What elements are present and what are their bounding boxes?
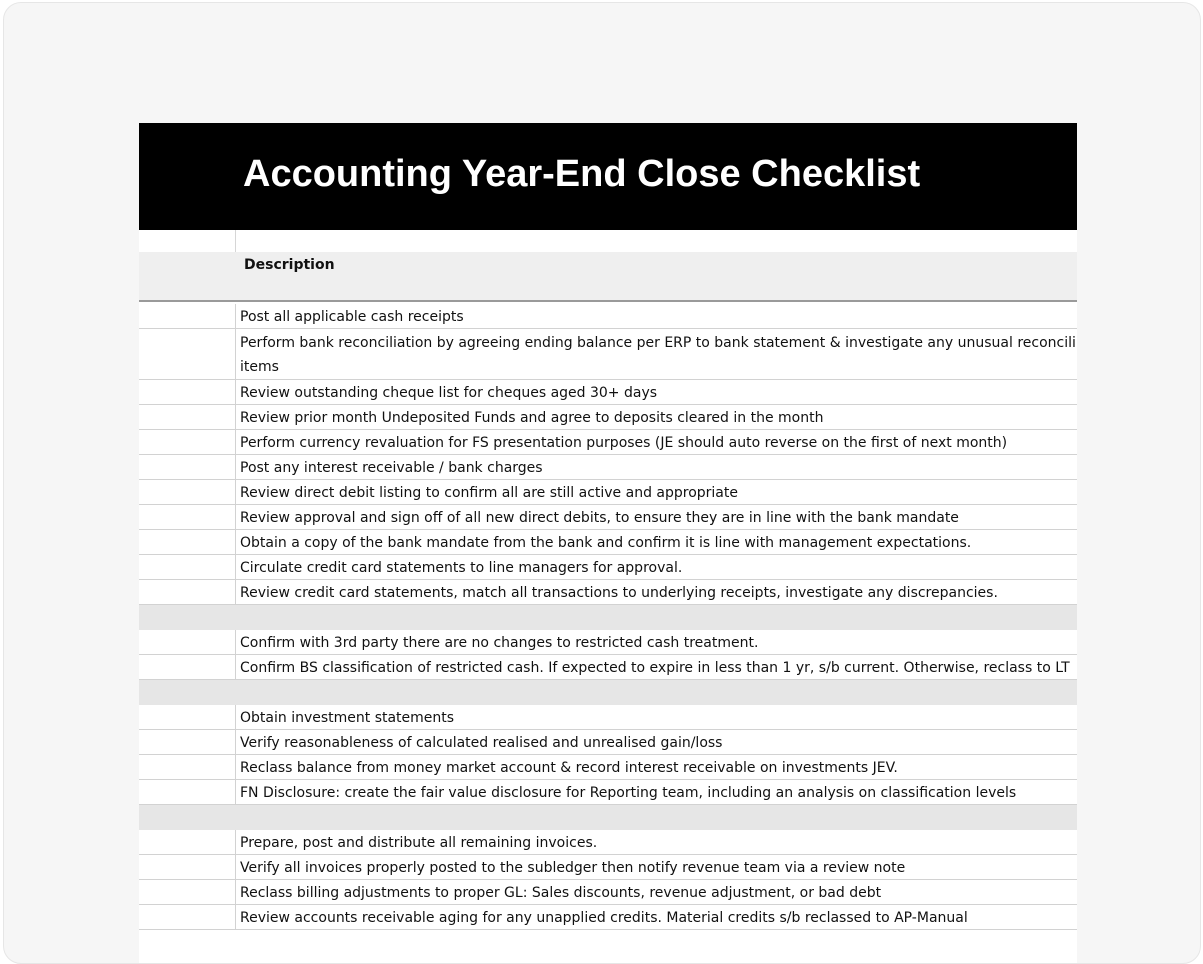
row-lead-cell[interactable] [139,905,236,929]
row-lead-cell[interactable] [139,830,236,854]
table-row[interactable] [139,880,1077,905]
table-row[interactable] [139,304,1077,329]
spreadsheet [139,123,1077,964]
table-row[interactable] [139,780,1077,805]
row-lead-cell[interactable] [139,605,236,629]
description-cell[interactable]: Perform currency revaluation for FS presentation purposes (JE should auto reverse on the first of next month) [240,435,1008,451]
description-cell[interactable]: Obtain investment statements [240,710,455,726]
row-lead-cell[interactable] [139,480,236,504]
row-lead-cell[interactable] [139,755,236,779]
table-row[interactable] [139,329,1077,380]
description-cell[interactable]: Verify all invoices properly posted to the subledger then notify revenue team via a review note [240,860,906,876]
section-divider-row[interactable] [139,605,1077,630]
description-cell[interactable]: Post any interest receivable / bank charges [240,460,543,476]
table-row[interactable] [139,505,1077,530]
row-lead-cell[interactable] [139,630,236,654]
table-row[interactable] [139,580,1077,605]
description-cell[interactable]: Review accounts receivable aging for any unapplied credits. Material credits s/b reclassed to AP-Manual [240,910,968,926]
row-lead-cell[interactable] [139,329,236,379]
row-lead-cell[interactable] [139,505,236,529]
description-cell[interactable]: Obtain a copy of the bank mandate from the bank and confirm it is line with management expectations. [240,535,972,551]
description-cell[interactable]: Circulate credit card statements to line managers for approval. [240,560,683,576]
table-row[interactable] [139,380,1077,405]
description-cell[interactable]: Review prior month Undeposited Funds and agree to deposits cleared in the month [240,410,824,426]
row-lead-cell[interactable] [139,680,236,704]
description-cell[interactable]: Review outstanding cheque list for cheques aged 30+ days [240,385,658,401]
table-row[interactable] [139,455,1077,480]
table-header [139,252,1077,302]
description-cell[interactable]: Reclass billing adjustments to proper GL: Sales discounts, revenue adjustment, or bad debt [240,885,882,901]
description-cell[interactable]: Review approval and sign off of all new direct debits, to ensure they are in line with the bank mandate [240,510,959,526]
description-cell[interactable]: Confirm BS classification of restricted cash. If expected to expire in less than 1 yr, s/b current. Otherwise, reclass to LT [240,660,1070,676]
row-lead-cell[interactable] [139,855,236,879]
description-column-header: Description [244,257,335,273]
title-banner [139,123,1077,230]
table-row[interactable] [139,855,1077,880]
row-lead-cell[interactable] [139,304,236,328]
row-lead-cell[interactable] [139,780,236,804]
row-lead-cell[interactable] [139,430,236,454]
description-cell[interactable] [240,805,1077,807]
description-cell[interactable]: Perform bank reconciliation by agreeing ending balance per ERP to bank statement & investigate any unusual reconcili items [240,335,1076,375]
table-row[interactable] [139,830,1077,855]
page-title: Accounting Year-End Close Checklist [243,153,921,195]
description-cell[interactable]: Post all applicable cash receipts [240,309,464,325]
table-row[interactable] [139,905,1077,930]
section-divider-row[interactable] [139,680,1077,705]
table-row[interactable] [139,630,1077,655]
description-cell[interactable] [240,680,1077,682]
table-row[interactable] [139,705,1077,730]
table-row[interactable] [139,480,1077,505]
row-lead-cell[interactable] [139,405,236,429]
table-row[interactable] [139,755,1077,780]
row-lead-cell[interactable] [139,455,236,479]
description-cell[interactable]: Verify reasonableness of calculated realised and unrealised gain/loss [240,735,723,751]
window-card [3,2,1201,964]
row-lead-cell[interactable] [139,880,236,904]
row-lead-cell[interactable] [139,655,236,679]
row-lead-cell[interactable] [139,805,236,829]
description-cell[interactable]: Prepare, post and distribute all remaining invoices. [240,835,598,851]
row-lead-cell[interactable] [139,555,236,579]
row-lead-cell[interactable] [139,705,236,729]
section-divider-row[interactable] [139,805,1077,830]
row-lead-cell[interactable] [139,730,236,754]
description-cell[interactable]: Reclass balance from money market account & record interest receivable on investments JEV. [240,760,898,776]
spacer-row [139,230,1077,252]
description-cell[interactable]: Confirm with 3rd party there are no changes to restricted cash treatment. [240,635,759,651]
table-row[interactable] [139,555,1077,580]
table-row[interactable] [139,405,1077,430]
table-row[interactable] [139,430,1077,455]
description-cell[interactable]: FN Disclosure: create the fair value disclosure for Reporting team, including an analysis on classification levels [240,785,1017,801]
table-body [139,304,1077,930]
table-row[interactable] [139,530,1077,555]
row-lead-cell[interactable] [139,530,236,554]
row-lead-cell[interactable] [139,380,236,404]
table-row[interactable] [139,655,1077,680]
description-cell[interactable]: Review credit card statements, match all transactions to underlying receipts, investigate any discrepancies. [240,585,998,601]
row-lead-cell[interactable] [139,580,236,604]
description-cell[interactable]: Review direct debit listing to confirm all are still active and appropriate [240,485,738,501]
table-row[interactable] [139,730,1077,755]
description-cell[interactable] [240,605,1077,607]
